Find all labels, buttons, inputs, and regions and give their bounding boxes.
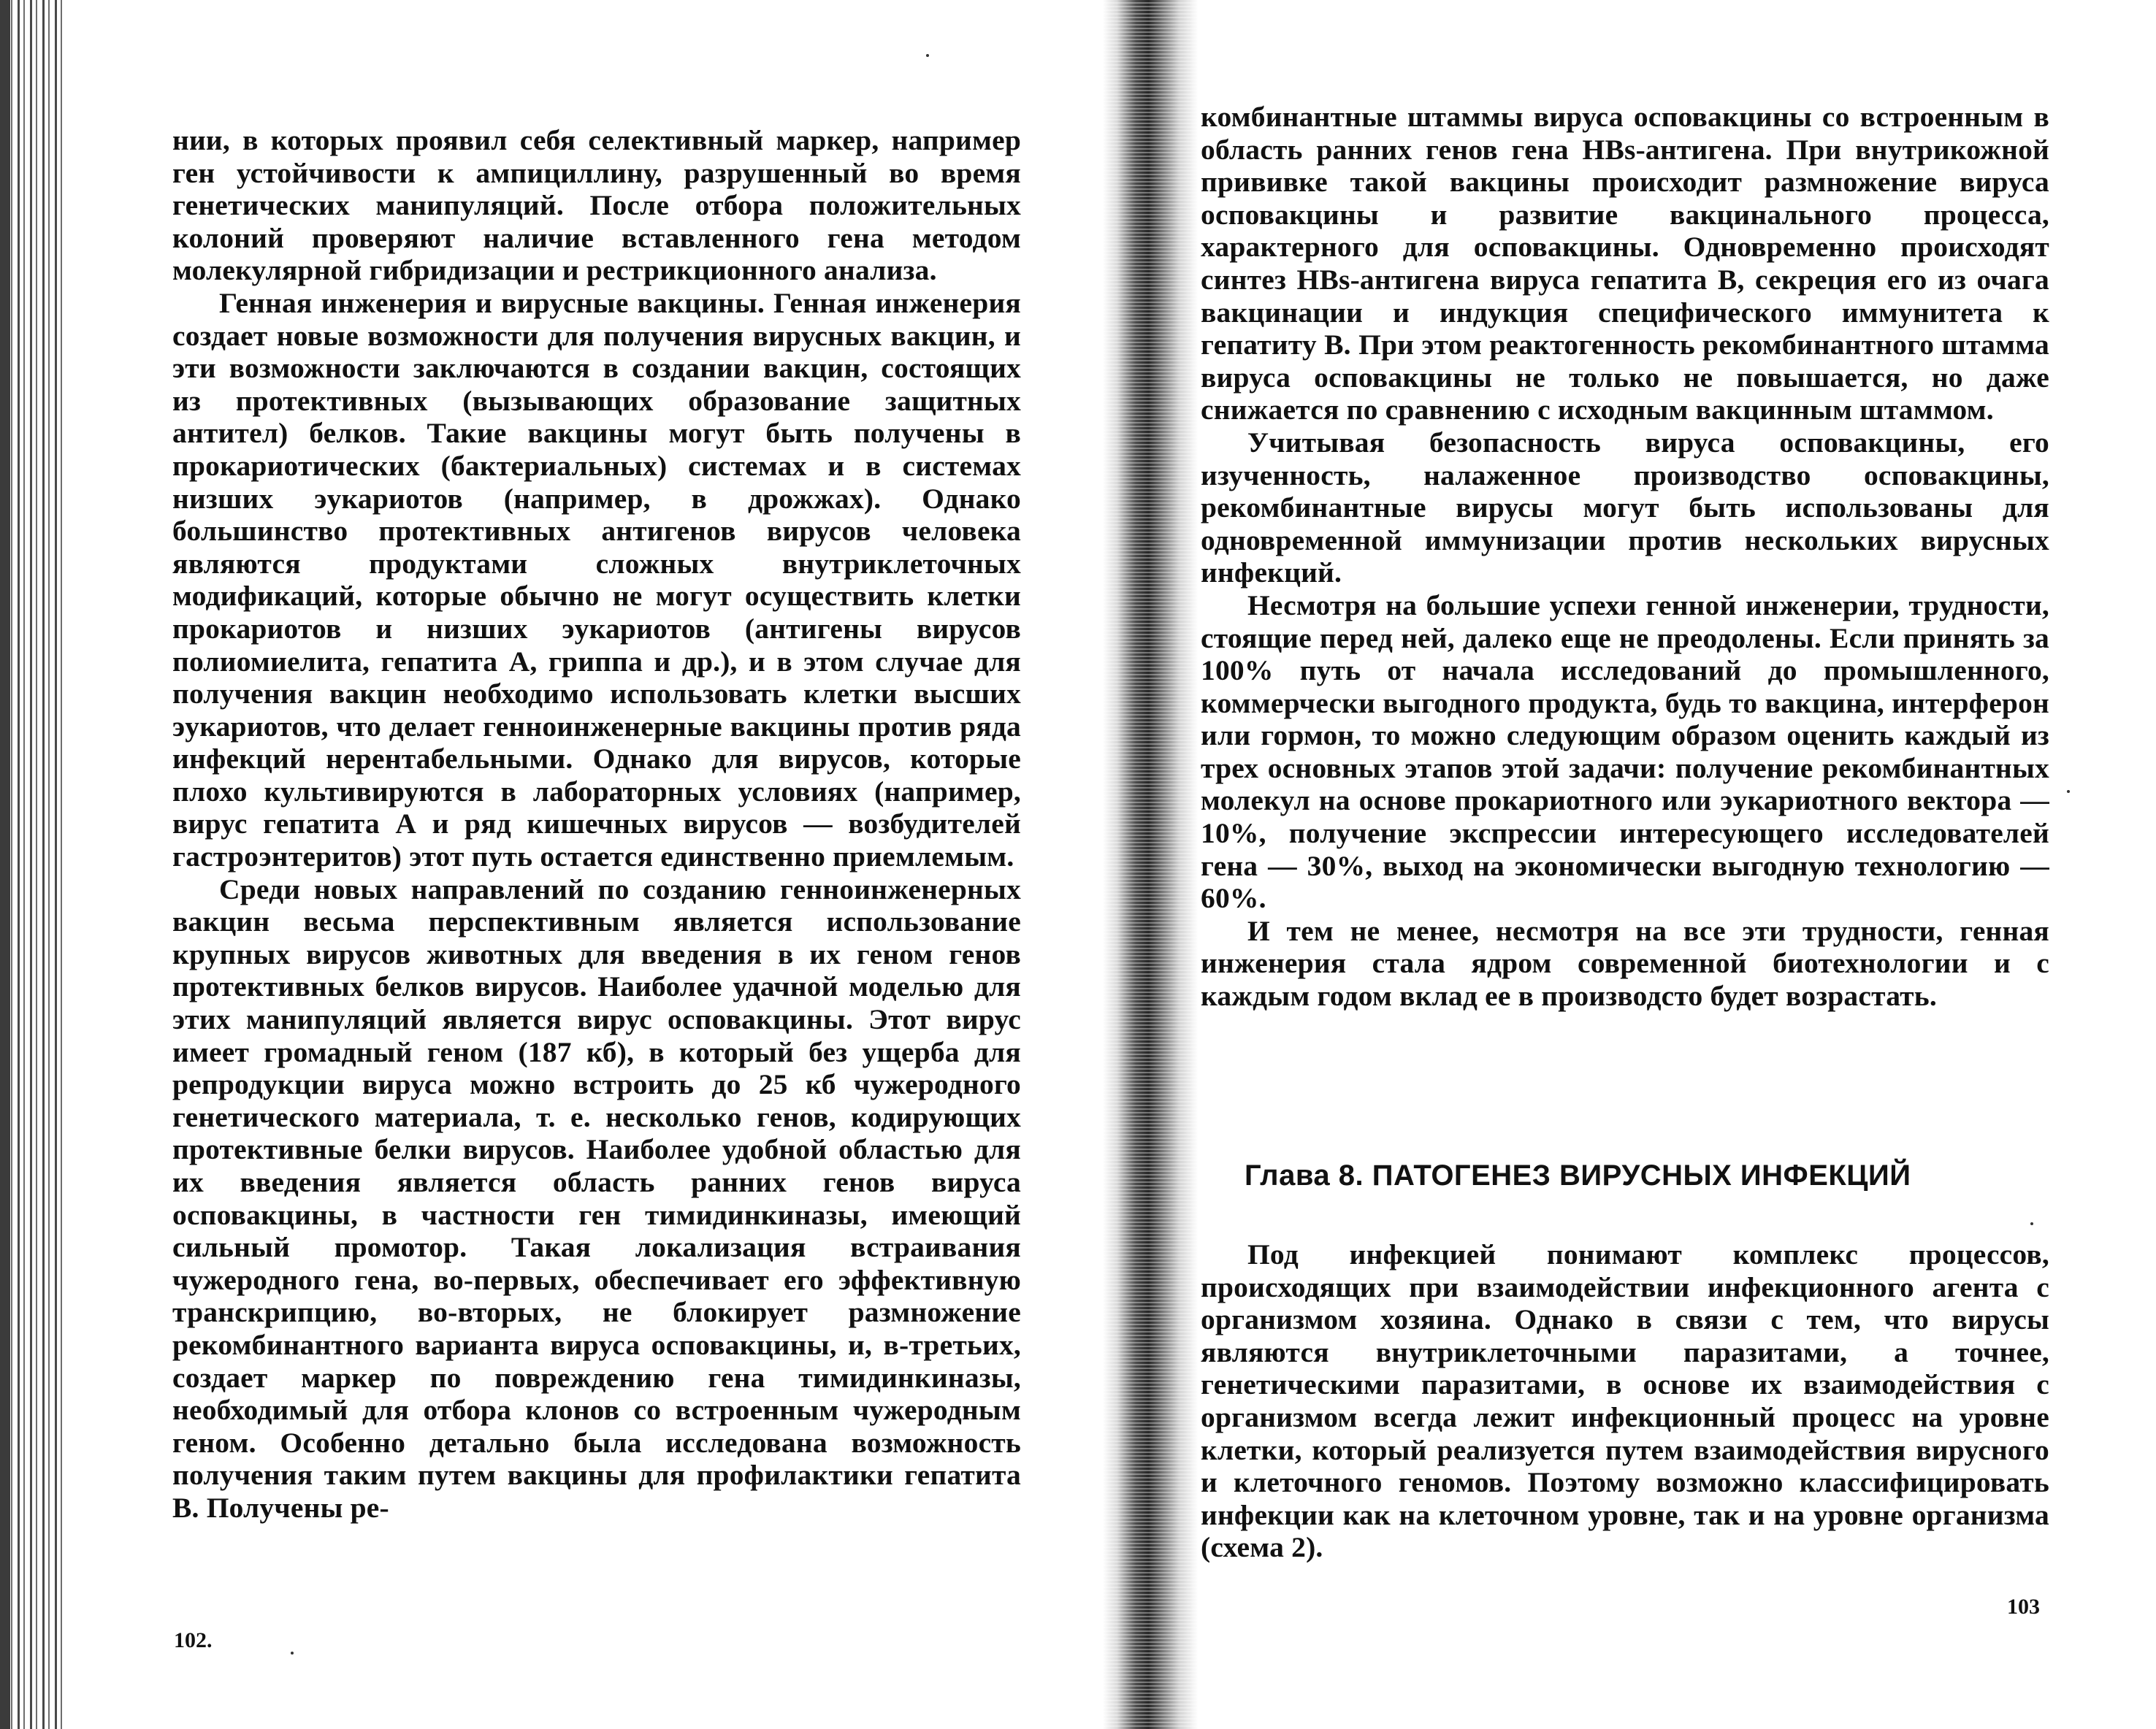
paragraph-text: комбинантные штаммы вируса осповакцины со встроенным в область ранних генов гена HBs-антигена. При внутрикожной прививке такой вакцины происходит размножение вируса осповакцины и развитие вакцинального процесса, характерного для осповакцины. Одновременно происходят синтез HBs-антигена вируса гепатита В, секреция его из очага вакцинации и индукция специфического иммунитета к гепатиту В. При этом реактогенность рекомбинантного штамма вируса осповакцины не только не повышается, но даже снижается по сравнению с исходным вакцинным штаммом. bbox=[1201, 101, 2049, 426]
paragraph-text: Несмотря на большие успехи генной инженерии, трудности, стоящие перед ней, далеко еще не преодолены. Если принять за 100% путь от начала исследований до промышленного, коммерчески выгодного продукта, будь то вакцина, интерферон или гормон, то можно следующим образом оценить каждый из трех основных этапов этой задачи: получение рекомбинантных молекул на основе прокариотного или эукариотного вектора — 10%, получение экспрессии интересующего исследователей гена — 30%, выход на экономически выгодную технологию — 60%. bbox=[1201, 589, 2049, 915]
right-page bbox=[1198, 0, 2156, 1729]
scan-speck bbox=[926, 54, 929, 57]
left-text-column bbox=[172, 124, 1021, 1525]
right-text-column bbox=[1201, 101, 2049, 1013]
paragraph bbox=[1201, 101, 2049, 426]
paragraph-text: Учитывая безопасность вируса осповакцины, его изученность, налаженное производство осповакцины, рекомбинантные вирусы могут быть использованы для одновременной иммунизации против нескольких вирусных инфекций. bbox=[1201, 426, 2049, 589]
paragraph bbox=[1201, 426, 2049, 589]
page-edge-lines bbox=[0, 0, 67, 1729]
page-number: 102. bbox=[174, 1628, 213, 1652]
paragraph bbox=[172, 873, 1021, 1525]
paragraph-text: Среди новых направлений по созданию генноинженерных вакцин весьма перспективным является использование крупных вирусов животных для введения в их геном генов протективных белков вирусов. Наиболее удачной моделью для этих манипуляций является вирус осповакцины. Этот вирус имеет громадный геном (187 кб), в который без ущерба для репродукции вируса можно встроить до 25 кб чужеродного генетического материала, т. е. несколько генов, кодирующих протективные белки вирусов. Наиболее удобной областью для их введения является область ранних генов вируса осповакцины, в частности ген тимидинкиназы, имеющий сильный промотор. Такая локализация встраивания чужеродного гена, во-первых, обеспечивает его эффективную транскрипцию, во-вторых, не блокирует размножение рекомбинантного варианта вируса осповакцины, и, в-третьих, создает маркер по повреждению гена тимидинкиназы, необходимый для отбора клонов со встроенным чужеродным геном. Особенно детально была исследована возможность получения таким путем вакцины для профилактики гепатита В. Получены ре- bbox=[172, 873, 1021, 1524]
chapter-body bbox=[1201, 1238, 2049, 1564]
paragraph-text: И тем не менее, несмотря на все эти трудности, генная инженерия стала ядром современной биотехнологии и с каждым годом вклад ее в производсто будет возрастать. bbox=[1201, 914, 2049, 1013]
paragraph bbox=[1201, 1238, 2049, 1564]
scan-speck bbox=[2030, 1222, 2033, 1225]
paragraph-text: Генная инженерия создает новые возможности для получения вирусных вакцин, и эти возможности заключаются в создании вакцин, состоящих из протективных (вызывающих образование защитных антител) белков. Такие вакцины могут быть получены в прокариотических (бактериальных) системах и в системах низших эукариотов (например, в дрожжах). Однако большинство протективных антигенов вирусов человека являются продуктами сложных внутриклеточных модификаций, которые обычно не могут осуществить клетки прокариотов и низших эукариотов (антигены вирусов полиомиелита, гепатита А, гриппа и др.), и в этом случае для получения вакцин необходимо использовать клетки высших эукариотов, что делает генноинженерные вакцины против ряда инфекций нерентабельными. Однако для вирусов, которые плохо культивируются в лабораторных условиях (например, вирус гепатита А и ряд кишечных вирусов — возбудителей гастроэнтеритов) этот путь остается единственно приемлемым. bbox=[172, 286, 1021, 873]
paragraph-text: нии, в которых проявил себя селективный маркер, например ген устойчивости к ампициллину, разрушенный во время генетических манипуляций. После отбора положительных колоний проверяют наличие вставленного гена методом молекулярной гибридизации и рестрикционного анализа. bbox=[172, 124, 1021, 287]
section-run-in-heading: Генная инженерия и вирусные вакцины. bbox=[219, 286, 765, 319]
paragraph bbox=[172, 124, 1021, 287]
paragraph-text: Под инфекцией понимают комплекс процессов, происходящих при взаимодействии инфекционного агента с организмом хозяина. Однако в связи с тем, что вирусы являются внутриклеточными паразитами, а точнее, генетическими паразитами, в основе их взаимодействия с организмом всегда лежит инфекционный процесс на уровне клетки, который реализуется путем взаимодействия вирусного и клеточного геномов. Поэтому возможно классифицировать инфекции как на клеточном уровне, так и на уровне организма (схема 2). bbox=[1201, 1238, 2049, 1564]
left-page bbox=[67, 0, 1104, 1729]
scan-speck bbox=[2067, 790, 2070, 793]
paragraph bbox=[1201, 915, 2049, 1013]
page-number: 103 bbox=[2007, 1595, 2040, 1619]
paragraph bbox=[1201, 589, 2049, 915]
scan-speck bbox=[291, 1652, 294, 1655]
chapter-heading: Глава 8. ПАТОГЕНЕЗ ВИРУСНЫХ ИНФЕКЦИЙ bbox=[1245, 1159, 1911, 1192]
book-gutter-shadow bbox=[1103, 0, 1198, 1729]
paragraph bbox=[172, 287, 1021, 873]
